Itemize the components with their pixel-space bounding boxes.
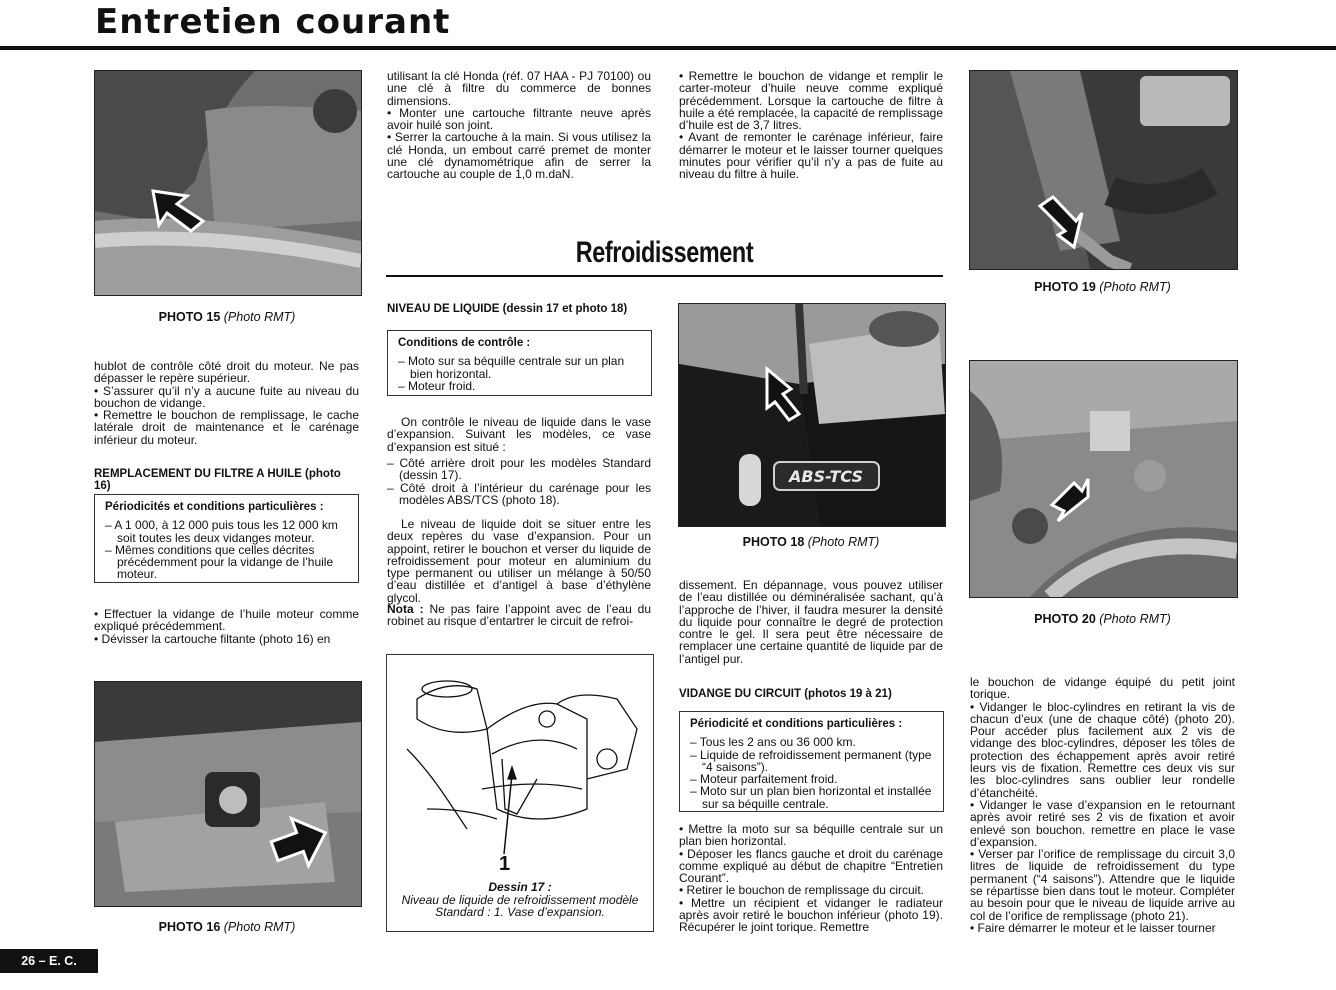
col3-para2: dissement. En dépannage, vous pouvez utiliser de l’eau distillée ou déminéralisée sachant, qu’à l’approche de l’hiver, il faudra mesurer la densité du liquide pour connaître le degré de protection contre le gel. Il sera peut être nécessaire de remplacer une certaine quantité de liquide par de l’antigel pur.	[679, 578, 943, 666]
box-item: – A 1 000, à 12 000 puis tous les 12 000 km soit toutes les deux vidanges moteur.	[105, 518, 338, 545]
drain-conditions-box	[679, 711, 944, 812]
page-title: Entretien courant	[95, 2, 451, 42]
photo-19-caption: PHOTO 19 (Photo RMT)	[1034, 280, 1171, 294]
col1-para2: • Effectuer la vidange de l’huile moteur comme expliqué précédemment. • Dévisser la cartouche filtante (photo 16) en	[94, 607, 359, 646]
box-title: Conditions de contrôle :	[398, 337, 531, 349]
photo-19	[969, 70, 1238, 270]
photo-18-image	[679, 304, 945, 526]
section-rule	[386, 275, 943, 277]
drawing-17	[386, 654, 654, 932]
photo-19-image	[970, 71, 1237, 269]
photo-16	[94, 681, 362, 907]
drawing-17-caption: Dessin 17 : Niveau de liquide de refroidissement modèle Standard : 1. Vase d’expansion.	[401, 880, 639, 919]
page-number: 26 – E. C.	[0, 949, 98, 973]
box-item: – Liquide de refroidissement permanent (type “4 saisons”).	[690, 747, 932, 774]
col1-para1: hublot de contrôle côté droit du moteur. Ne pas dépasser le repère supérieur. • S’assurer qu’il n’y a aucune fuite au niveau du bouchon de vidange. • Remettre le bouchon de remplissage, le cache latérale droit de maintenance et le carénage inférieur du moteur.	[94, 359, 359, 447]
title-rule	[0, 46, 1336, 50]
box-item: – Moteur froid.	[398, 378, 476, 393]
box-item: – Tous les 2 ans ou 36 000 km.	[690, 735, 856, 750]
section-title: Refroidissement	[575, 236, 754, 269]
photo-20-caption: PHOTO 20 (Photo RMT)	[1034, 612, 1171, 626]
col3-para1: • Remettre le bouchon de vidange et remplir le carter-moteur d’huile neuve comme expliqué précédemment. Lorsque la cartouche de filtre à huile a été remplacée, la capacité de remplissage d’huile est de 3,7 litres. • Avant de remonter le carénage inférieur, faire démarrer le moteur et le laisser tourner quelques minutes pour vérifier qu’il n’y a pas de fuite au niveau du filtre à huile.	[679, 69, 943, 182]
box-item: – Moto sur sa béquille centrale sur un plan bien horizontal.	[398, 354, 625, 381]
photo-15	[94, 70, 362, 296]
box-item: – Moteur parfaitement froid.	[690, 772, 838, 787]
drawing-17-image	[387, 659, 653, 859]
drain-heading: VIDANGE DU CIRCUIT (photos 19 à 21)	[679, 688, 892, 700]
photo-15-caption: PHOTO 15 (Photo RMT)	[158, 310, 296, 324]
col2-para3: Le niveau de liquide doit se situer entre les deux repères du vase d’expansion. Pour un appoint, retirer le bouchon et verser du liquide de refroidissement pour moteur en aluminium du type permanent ou utiliser un mélange à 50/50 d’eau distillée et d’antigel à base d’éthylène glycol.	[387, 517, 651, 605]
box-item: – Moto sur un plan bien horizontal et installée sur sa béquille centrale.	[690, 784, 932, 811]
col3-para3: • Mettre la moto sur sa béquille centrale sur un plan bien horizontal. • Déposer les flancs gauche et droit du carénage comme expliqué au début de chapitre “Entretien Courant”. • Retirer le bouchon de remplissage du circuit. • Mettre un récipient et vidanger le radiateur après avoir retiré le bouchon inférieur (photo 19). Récupérer le joint torique. Remettre	[679, 822, 943, 935]
box-item: – Mêmes conditions que celles décrites précédemment pour la vidange de l’huile moteur.	[105, 542, 334, 582]
level-conditions-box	[387, 330, 652, 396]
col2-para1: utilisant la clé Honda (réf. 07 HAA - PJ 70100) ou une clé à filtre du commerce de bonnes dimensions. • Monter une cartouche filtrante neuve après avoir huilé son joint. • Serrer la cartouche à la main. Si vous utilisez la clé Honda, un embout carré premet de monter une clé dynamométrique afin de serrer la cartouche au couple de 1,0 m.daN.	[387, 69, 651, 182]
level-heading: NIVEAU DE LIQUIDE (dessin 17 et photo 18)	[387, 303, 628, 315]
abs-tcs-badge: ABS-TCS	[789, 467, 863, 486]
col2-nota: Nota : Ne pas faire l’appoint avec de l’eau du robinet au risque d’entartrer le circuit de refroi-	[387, 602, 652, 629]
drawing-callout-number: 1	[499, 853, 511, 875]
photo-20	[969, 360, 1238, 598]
photo-18-caption: PHOTO 18 (Photo RMT)	[742, 535, 880, 549]
photo-20-image	[970, 361, 1237, 597]
col2-list: – Côté arrière droit pour les modèles Standard (dessin 17). – Côté droit à l’intérieur du carénage pour les modèles ABS/TCS (photo 18).	[387, 456, 651, 507]
box-title: Périodicité et conditions particulières :	[690, 718, 903, 730]
photo-15-image	[95, 71, 361, 295]
photo-18	[678, 303, 946, 527]
box-title: Périodicités et conditions particulières :	[105, 501, 324, 513]
filter-heading: REMPLACEMENT DU FILTRE A HUILE (photo 16)	[94, 468, 341, 492]
photo-16-caption: PHOTO 16 (Photo RMT)	[158, 920, 296, 934]
photo-16-image	[95, 682, 361, 906]
col4-para1: le bouchon de vidange équipé du petit joint torique. • Vidanger le bloc-cylindres en retirant la vis de chacun d’eux (une de chaque côté) (photo 20). Pour accéder plus facilement aux 2 vis de vidange des bloc-cylindres, déposer les tôles de protection des échappement après avoir retiré leurs vis de fixation. Remettre ces deux vis sur les bloc-cylindres sans oublier leur rondelle d’étanchéité. • Vidanger le vase d’expansion en le retournant après avoir retiré ses 2 vis de fixation et avoir enlevé son bouchon. remettre en place le vase d’expansion. • Verser par l’orifice de remplissage du circuit 3,0 litres de liquide de refroidissement du type permanent (“4 saisons”). Attendre que le liquide se répartisse bien dans tout le moteur. Compléter au besoin pour que le niveau de liquide arrive au col de l’orifice de remplissage (photo 21). • Faire démarrer le moteur et le laisser tourner	[970, 675, 1235, 935]
filter-conditions-box	[94, 494, 359, 583]
col2-para2: On contrôle le niveau de liquide dans le vase d’expansion. Suivant les modèles, ce vase d’expansion est situé :	[387, 415, 651, 454]
